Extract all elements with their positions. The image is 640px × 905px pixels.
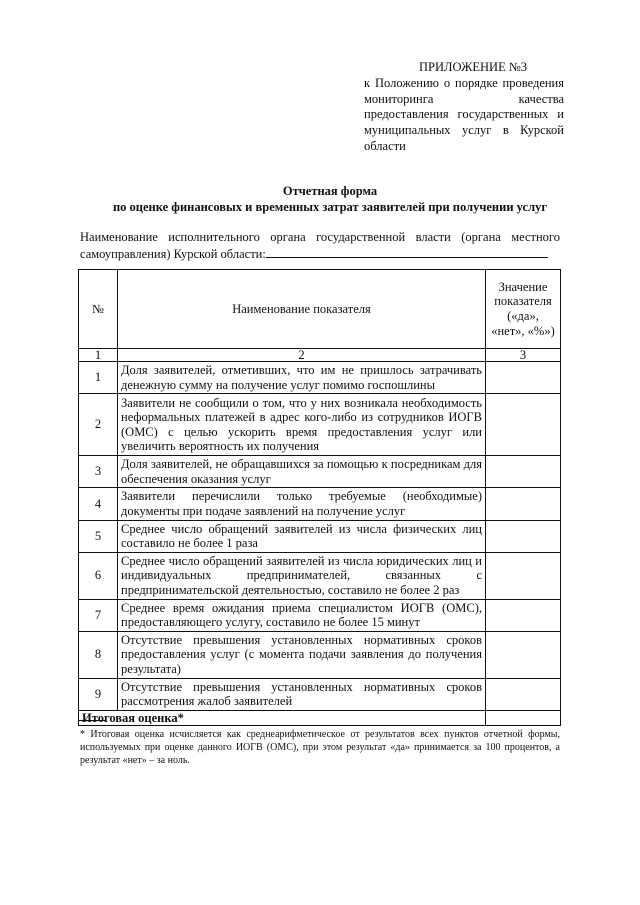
row-indicator: Среднее время ожидания приема специалистом ИОГВ (ОМС), предоставляющего услугу, составило не более 15 минут (118, 599, 486, 631)
row-num: 4 (79, 488, 118, 520)
table-row (79, 678, 561, 710)
row-value-cell[interactable] (486, 456, 561, 488)
form-title (70, 183, 590, 215)
appendix-title: ПРИЛОЖЕНИЕ №3 (418, 60, 528, 74)
header-num: № (79, 270, 118, 349)
row-num: 5 (79, 520, 118, 552)
row-indicator: Среднее число обращений заявителей из числа юридических лиц и индивидуальных предпринимателей, связанных с предпринимательской деятельностью, составило не более 2 раз (118, 552, 486, 599)
table-header-row (79, 270, 561, 349)
total-row (79, 710, 561, 726)
form-title-line-2: по оценке финансовых и временных затрат заявителей при получении услуг (112, 200, 548, 214)
org-name-blank[interactable] (266, 246, 548, 258)
table-row (79, 456, 561, 488)
column-number: 3 (486, 349, 561, 362)
footnote-divider (78, 720, 106, 721)
header-value: Значение показателя («да», «нет», «%») (486, 270, 561, 349)
org-name-field (80, 230, 560, 263)
row-num: 6 (79, 552, 118, 599)
table-row (79, 552, 561, 599)
table-row (79, 488, 561, 520)
row-value-cell[interactable] (486, 599, 561, 631)
row-value-cell[interactable] (486, 631, 561, 678)
row-value-cell[interactable] (486, 394, 561, 456)
appendix-header (364, 60, 564, 155)
row-num: 9 (79, 678, 118, 710)
row-num: 7 (79, 599, 118, 631)
total-value-cell[interactable] (486, 710, 561, 726)
table-row (79, 394, 561, 456)
row-num: 2 (79, 394, 118, 456)
indicators-table (78, 269, 561, 726)
row-value-cell[interactable] (486, 520, 561, 552)
row-indicator: Доля заявителей, отметивших, что им не пришлось затрачивать денежную сумму на получение услуг помимо госпошлины (118, 362, 486, 394)
row-indicator: Отсутствие превышения установленных нормативных сроков предоставления услуг (с момента подачи заявления до получения результата) (118, 631, 486, 678)
header-indicator-name: Наименование показателя (118, 270, 486, 349)
row-indicator: Среднее число обращений заявителей из числа физических лиц составило не более 1 раза (118, 520, 486, 552)
column-number: 1 (79, 349, 118, 362)
row-num: 3 (79, 456, 118, 488)
row-indicator: Заявители не сообщили о том, что у них возникала необходимость неформальных платежей в адрес кого-либо из сотрудников ИОГВ (ОМС) с целью ускорить время предоставления услуг или увеличить вероятность их получения (118, 394, 486, 456)
appendix-text: к Положению о порядке проведения мониторинга качества предоставления государственных и муниципальных услуг в Курской области (364, 75, 564, 153)
column-number: 2 (118, 349, 486, 362)
row-value-cell[interactable] (486, 552, 561, 599)
row-indicator: Отсутствие превышения установленных нормативных сроков рассмотрения жалоб заявителей (118, 678, 486, 710)
row-num: 1 (79, 362, 118, 394)
row-value-cell[interactable] (486, 362, 561, 394)
total-label: Итоговая оценка* (79, 710, 486, 726)
form-title-line-1: Отчетная форма (282, 184, 378, 198)
table-row (79, 631, 561, 678)
row-indicator: Доля заявителей, не обращавшихся за помощью к посредникам для обеспечения оказания услуг (118, 456, 486, 488)
table-row (79, 520, 561, 552)
table-row (79, 599, 561, 631)
row-value-cell[interactable] (486, 488, 561, 520)
org-name-label: Наименование исполнительного органа государственной власти (органа местного самоуправления) Курской области: (80, 230, 560, 261)
row-indicator: Заявители перечислили только требуемые (необходимые) документы при подаче заявлений на получение услуг (118, 488, 486, 520)
row-num: 8 (79, 631, 118, 678)
column-number-row (79, 349, 561, 362)
table-row (79, 362, 561, 394)
footnote: * Итоговая оценка исчисляется как среднеарифметическое от результатов всех пунктов отчетной формы, используемых при оценке данного ИОГВ (ОМС), при этом результат «да» принимается за 100 процентов, а результат «нет» – за ноль. (80, 729, 560, 767)
row-value-cell[interactable] (486, 678, 561, 710)
